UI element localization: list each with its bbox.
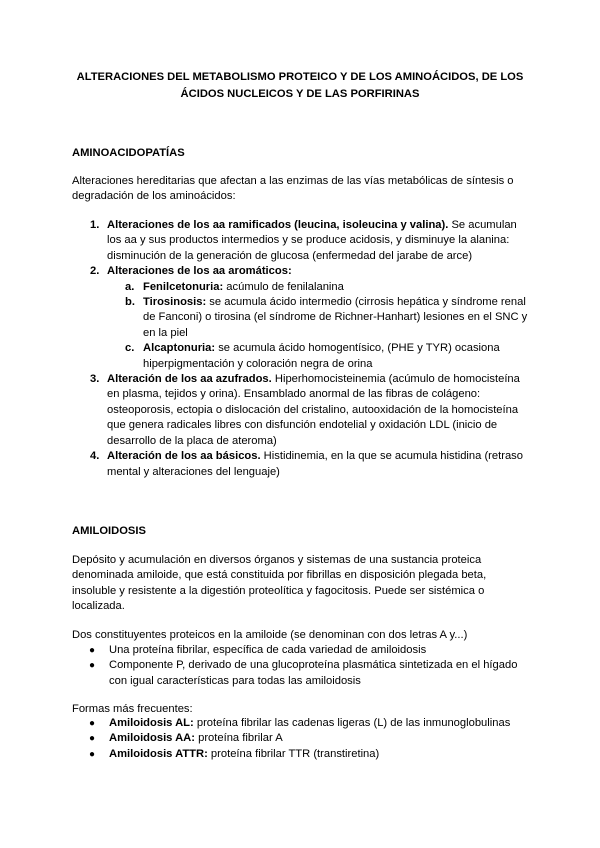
- list-item: [72, 731, 528, 746]
- item-text: Componente P, derivado de una glucoproteína plasmática sintetizada en el hígado con igual características para todas las amiloidosis: [109, 659, 518, 687]
- aromaticos-sublist: [107, 280, 528, 372]
- sub-item-letter: a.: [125, 280, 135, 293]
- bullet-icon: ●: [89, 733, 96, 745]
- forms-intro: Formas más frecuentes:: [72, 703, 193, 715]
- sub-item-letter: c.: [125, 342, 135, 355]
- sub-item-text: acúmulo de fenilalanina: [223, 280, 344, 293]
- constituents-list: [72, 643, 528, 689]
- document-title: ALTERACIONES DEL METABOLISMO PROTEICO Y DE LOS AMINOÁCIDOS, DE LOS ÁCIDOS NUCLEICOS Y DE LAS PORFIRINAS: [76, 71, 524, 100]
- sub-item-title: Alcaptonuria:: [143, 342, 216, 355]
- bullet-icon: ●: [89, 660, 96, 672]
- sublist-item: [107, 280, 528, 295]
- list-item: [72, 449, 528, 480]
- list-item: [72, 716, 528, 731]
- bullet-icon: ●: [89, 718, 96, 729]
- constituents-intro: Dos constituyentes proteicos en la amiloide (se denominan con dos letras A y...): [72, 629, 468, 641]
- item-text: proteína fibrilar A: [194, 732, 283, 745]
- sublist-item: [107, 295, 528, 341]
- section-intro-aminoacidopatias: Alteraciones hereditarias que afectan a las enzimas de las vías metabólicas de síntesis o degradación de los aminoácidos:: [72, 175, 514, 203]
- item-title: Amiloidosis AL:: [109, 717, 194, 729]
- section-heading-amiloidosis: AMILOIDOSIS: [72, 525, 146, 537]
- item-text: proteína fibrilar TTR (transtiretina): [207, 747, 380, 760]
- item-text: Histidinemia, en la que se acumula histidina (retraso mental y alteraciones del lenguaje): [107, 450, 523, 478]
- item-text: Se acumulan los aa y sus productos intermedios y se produce acidosis, y disminuye la alanina: disminución de la generación de glucosa (enfermedad del jarabe de arce): [107, 219, 517, 262]
- item-title: Alteración de los aa básicos.: [107, 450, 261, 463]
- item-number: 2.: [90, 265, 100, 278]
- sub-item-title: Tirosinosis:: [143, 296, 207, 309]
- item-text: proteína fibrilar las cadenas ligeras (L) de las inmunoglobulinas: [193, 717, 511, 729]
- sub-item-title: Fenilcetonuria:: [143, 280, 224, 293]
- section-heading-aminoacidopatias: AMINOACIDOPATÍAS: [72, 147, 185, 159]
- aminoacidopatias-list: [72, 218, 528, 480]
- bullet-icon: ●: [89, 748, 96, 760]
- item-title: Amiloidosis ATTR:: [109, 747, 208, 760]
- item-number: 1.: [90, 219, 100, 231]
- list-item: [72, 658, 528, 689]
- list-item: [72, 264, 528, 372]
- section-intro-amiloidosis: Depósito y acumulación en diversos órganos y sistemas de una sustancia proteica denominada amiloide, que está constituida por fibrillas en disposición plegada beta, insoluble y resistente a la digestión proteolítica y fagocitosis. Puede ser sistémica o localizada.: [72, 554, 487, 613]
- item-text: Una proteína fibrilar, específica de cada variedad de amiloidosis: [109, 644, 427, 656]
- sub-item-letter: b.: [125, 296, 135, 309]
- item-number: 3.: [90, 373, 100, 386]
- list-item: [72, 643, 528, 658]
- list-item: [72, 218, 528, 264]
- sublist-item: [107, 341, 528, 372]
- item-title: Alteraciones de los aa aromáticos:: [107, 265, 292, 278]
- sub-item-text: se acumula ácido intermedio (cirrosis hepática y síndrome renal de Fanconi) o tirosina (el síndrome de Richner-Hanhart) lesiones en el SNC y en la piel: [143, 296, 528, 339]
- sub-item-text: se acumula ácido homogentísico, (PHE y TYR) ocasiona hiperpigmentación y coloración negra de orina: [143, 342, 500, 370]
- item-title: Amiloidosis AA:: [109, 732, 195, 745]
- item-number: 4.: [90, 450, 100, 463]
- forms-list: [72, 716, 528, 762]
- item-title: Alteración de los aa azufrados.: [107, 373, 272, 386]
- list-item: [72, 372, 528, 449]
- item-title: Alteraciones de los aa ramificados (leucina, isoleucina y valina).: [107, 219, 449, 231]
- item-text: Hiperhomocisteinemia (acúmulo de homocisteína en plasma, tejidos y orina). Ensamblado anormal de las fibras de colágeno: osteoporosis, ectopia o dislocación del cristalino, autooxidación de la homocisteína que genera radicales libres con disfunción endotelial y oxidación LDL (inicio de desarrollo de la placa de ateroma): [107, 373, 520, 447]
- bullet-icon: ●: [89, 645, 96, 656]
- list-item: [72, 747, 528, 762]
